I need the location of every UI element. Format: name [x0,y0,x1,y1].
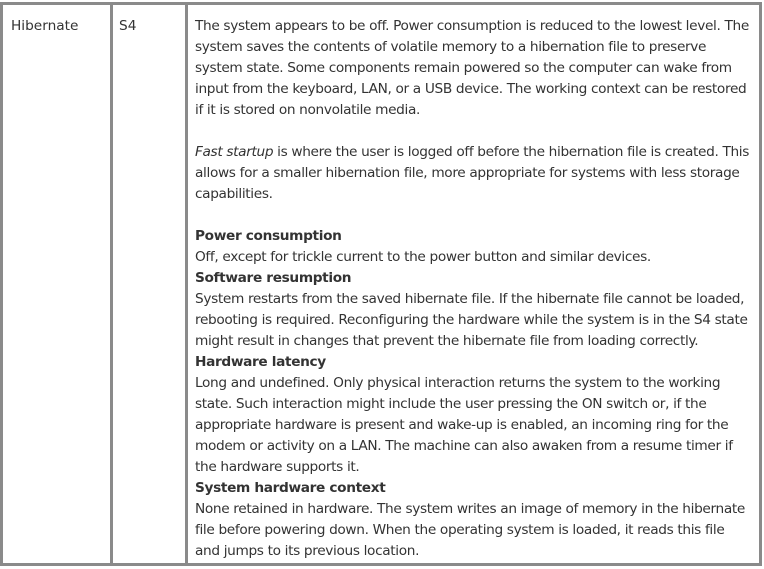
state-code-cell [113,2,188,566]
state-name-cell [0,2,113,566]
fast-startup-definition: is where the user is logged off before the hibernation file is created. This allows for a smaller hibernation file, more appropriate for systems with less storage capabilities. [195,144,750,202]
software-resumption-text: System restarts from the saved hibernate file. If the hibernate file cannot be loaded, rebooting is required. Reconfiguring the hardware while the system is in the S4 state might result in changes that prevent the hibernate file from loading correctly. [195,291,748,349]
system-hardware-context-heading: System hardware context [195,480,386,496]
power-consumption-text: Off, except for trickle current to the power button and similar devices. [195,249,651,265]
state-code: S4 [119,18,137,34]
description-paragraph-2 [195,142,752,205]
system-hardware-context-text: None retained in hardware. The system writes an image of memory in the hibernate file before powering down. When the operating system is loaded, it reads this file and jumps to its previous location. [195,501,745,559]
hardware-latency-heading: Hardware latency [195,354,326,370]
description-body [195,16,752,562]
software-resumption-heading: Software resumption [195,270,352,286]
description-cell [188,2,762,566]
state-name: Hibernate [11,18,79,34]
fast-startup-term: Fast startup [195,144,274,160]
hardware-latency-text: Long and undefined. Only physical interaction returns the system to the working state. Such interaction might include the user pressing the ON switch or, if the appropriate hardware is present and wake-up is enabled, an incoming ring for the modem or activity on a LAN. The machine can also awaken from a resume timer if the hardware supports it. [195,375,733,475]
power-consumption-heading: Power consumption [195,228,342,244]
description-paragraph-1: The system appears to be off. Power consumption is reduced to the lowest level. The system saves the contents of volatile memory to a hibernation file to preserve system state. Some components remain powered so the computer can wake from input from the keyboard, LAN, or a USB device. The working context can be restored if it is stored on nonvolatile media. [195,18,749,118]
state-properties [195,226,752,562]
